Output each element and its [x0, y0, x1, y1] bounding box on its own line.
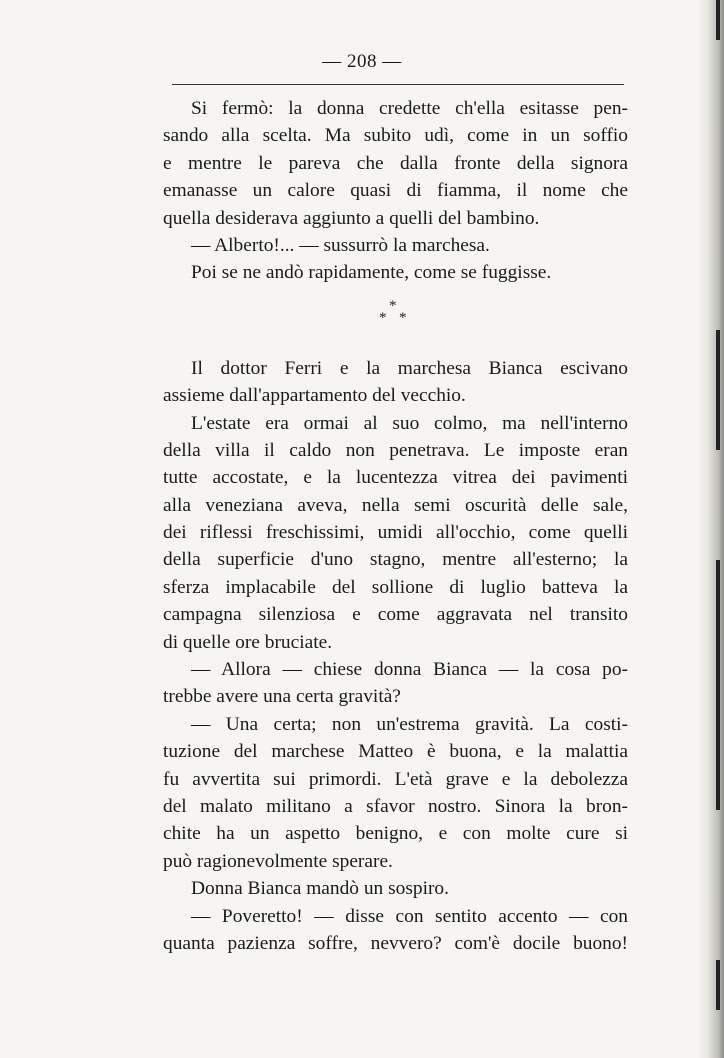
text-line: del malato militano a sfavor nostro. Sinora la bron-	[163, 795, 628, 817]
page-number: — 208 —	[322, 51, 402, 72]
text-line: Poi se ne andò rapidamente, come se fuggisse.	[191, 262, 552, 284]
page-text	[163, 95, 628, 957]
section-2	[163, 355, 628, 958]
text-line: emanasse un calore quasi di fiamma, il nome che	[163, 180, 628, 202]
text-line: quella desiderava aggiunto a quelli del bambino.	[163, 207, 540, 229]
text-line: tuzione del marchese Matteo è buona, e la malattia	[163, 741, 628, 763]
text-line: può ragionevolmente sperare.	[163, 850, 393, 872]
separator-star: *	[389, 297, 397, 314]
text-line: L'estate era ormai al suo colmo, ma nell'interno	[191, 412, 628, 434]
text-line: dei riflessi freschissimi, umidi all'occhio, come quelli	[163, 522, 628, 544]
text-line: — Alberto!... — sussurrò la marchesa.	[191, 234, 490, 256]
text-line: alla veneziana aveva, nella semi oscurità delle sale,	[163, 494, 628, 516]
text-line: trebbe avere una certa gravità?	[163, 686, 401, 708]
text-line: Donna Bianca mandò un sospiro.	[191, 878, 449, 900]
section-separator	[163, 287, 628, 355]
text-line: sando alla scelta. Ma subito udì, come in un soffio	[163, 125, 628, 147]
text-line: assieme dall'appartamento del vecchio.	[163, 385, 466, 407]
text-line: e mentre le pareva che dalla fronte della signora	[163, 152, 628, 174]
text-line: — Poveretto! — disse con sentito accento — con	[191, 905, 628, 927]
text-line: Si fermò: la donna credette ch'ella esitasse pen-	[191, 98, 628, 119]
edge-mark	[716, 960, 720, 1010]
text-line: della villa il caldo non penetrava. Le imposte eran	[163, 439, 628, 461]
text-line: di quelle ore bruciate.	[163, 631, 333, 653]
edge-mark	[716, 560, 720, 810]
text-line: campagna silenziosa e come aggravata nel transito	[163, 604, 628, 626]
separator-star: *	[379, 309, 387, 326]
separator-star: *	[399, 309, 407, 326]
text-line: della superficie d'uno stagno, mentre all'esterno; la	[163, 549, 628, 571]
section-1	[163, 95, 628, 287]
text-line: tutte accostate, e la lucentezza vitrea dei pavimenti	[163, 467, 628, 489]
text-line: quanta pazienza soffre, nevvero? com'è docile buono!	[163, 932, 628, 954]
text-line: — Una certa; non un'estrema gravità. La costi-	[191, 713, 628, 735]
header-rule	[172, 84, 624, 85]
text-line: Il dottor Ferri e la marchesa Bianca escivano	[191, 357, 628, 379]
edge-mark	[716, 0, 720, 40]
text-line: sferza implacabile del sollione di luglio batteva la	[163, 576, 628, 598]
text-line: fu avvertita sui primordi. L'età grave e la debolezza	[163, 768, 628, 790]
text-line: chite ha un aspetto benigno, e con molte cure si	[163, 823, 628, 845]
page-edge-shadow	[696, 0, 724, 1058]
text-line: — Allora — chiese donna Bianca — la cosa po-	[191, 659, 628, 681]
edge-mark	[716, 330, 720, 450]
